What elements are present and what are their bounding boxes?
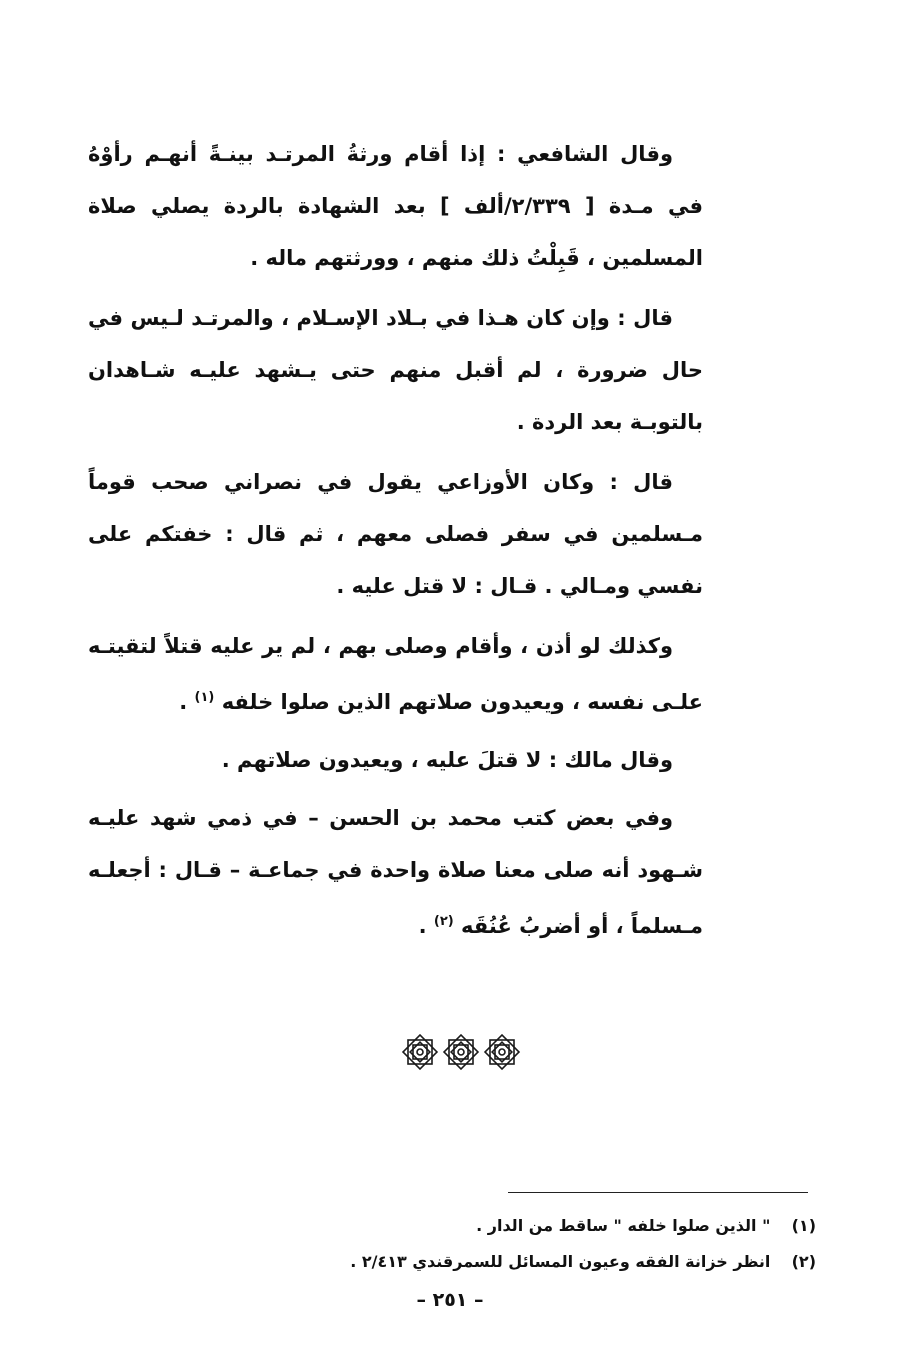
footnote-number: (٢) — [791, 1252, 816, 1271]
footnote-ref-1: (١) — [194, 690, 215, 705]
paragraph-4 — [88, 620, 703, 728]
paragraph-6-text: وفي بعض كتب محمد بن الحسن – في ذمي شهد عليـه شـهود أنه صلى معنا صلاة واحدة في جماعـة – قـال : أجعلـه مـسلماً ، أو أضربُ عُنُقَه — [88, 806, 703, 938]
footnote-2 — [300, 1244, 816, 1280]
footnote-number: (١) — [791, 1216, 816, 1235]
footnote-1 — [300, 1208, 816, 1244]
page-number: – ٢٥١ – — [416, 1289, 484, 1311]
paragraph-5: وقال مالك : لا قتلَ عليه ، ويعيدون صلاتهم . — [221, 748, 673, 772]
paragraph-2: قال : وإن كان هـذا في بـلاد الإسـلام ، والمرتـد لـيس في حال ضرورة ، لم أقبل منهم حتى يـشهد عليـه شـاهدان بالتوبـة بعد الردة . — [88, 306, 703, 434]
footnote-ref-2: (٢) — [433, 914, 454, 929]
paragraph-4-end: . — [179, 690, 195, 714]
eight-point-star-icon — [400, 1032, 440, 1072]
footnote-divider — [508, 1192, 808, 1193]
main-text — [88, 128, 703, 960]
paragraph-4-text: وكذلك لو أذن ، وأقام وصلى بهم ، لم ير عليه قتلاً لتقيتـه علـى نفسه ، ويعيدون صلاتهم الذين صلوا خلفه — [88, 634, 703, 714]
eight-point-star-icon — [482, 1032, 522, 1072]
footnote-text: " الذين صلوا خلفه " ساقط من الدار . — [476, 1216, 771, 1235]
paragraph-6-end: . — [418, 914, 434, 938]
section-ornament — [398, 1032, 524, 1076]
paragraph-1: وقال الشافعي : إذا أقام ورثةُ المرتـد بينـةً أنهـم رأوْهُ في مـدة [ ٢/٣٣٩/ألف ] بعد الشهادة بالردة يصلي صلاة المسلمين ، قَبِلْتُ ذلك منهم ، وورثتهم ماله . — [88, 142, 703, 270]
eight-point-star-icon — [441, 1032, 481, 1072]
paragraph-3: قال : وكان الأوزاعي يقول في نصراني صحب قوماً مـسلمين في سفر فصلى معهم ، ثم قال : خفتكم على نفسي ومـالي . قـال : لا قتل عليه . — [88, 470, 703, 598]
footnote-text: انظر خزانة الفقه وعيون المسائل للسمرقندي ٢/٤١٣ . — [350, 1252, 771, 1271]
footnotes — [300, 1208, 816, 1280]
paragraph-6 — [88, 792, 703, 952]
